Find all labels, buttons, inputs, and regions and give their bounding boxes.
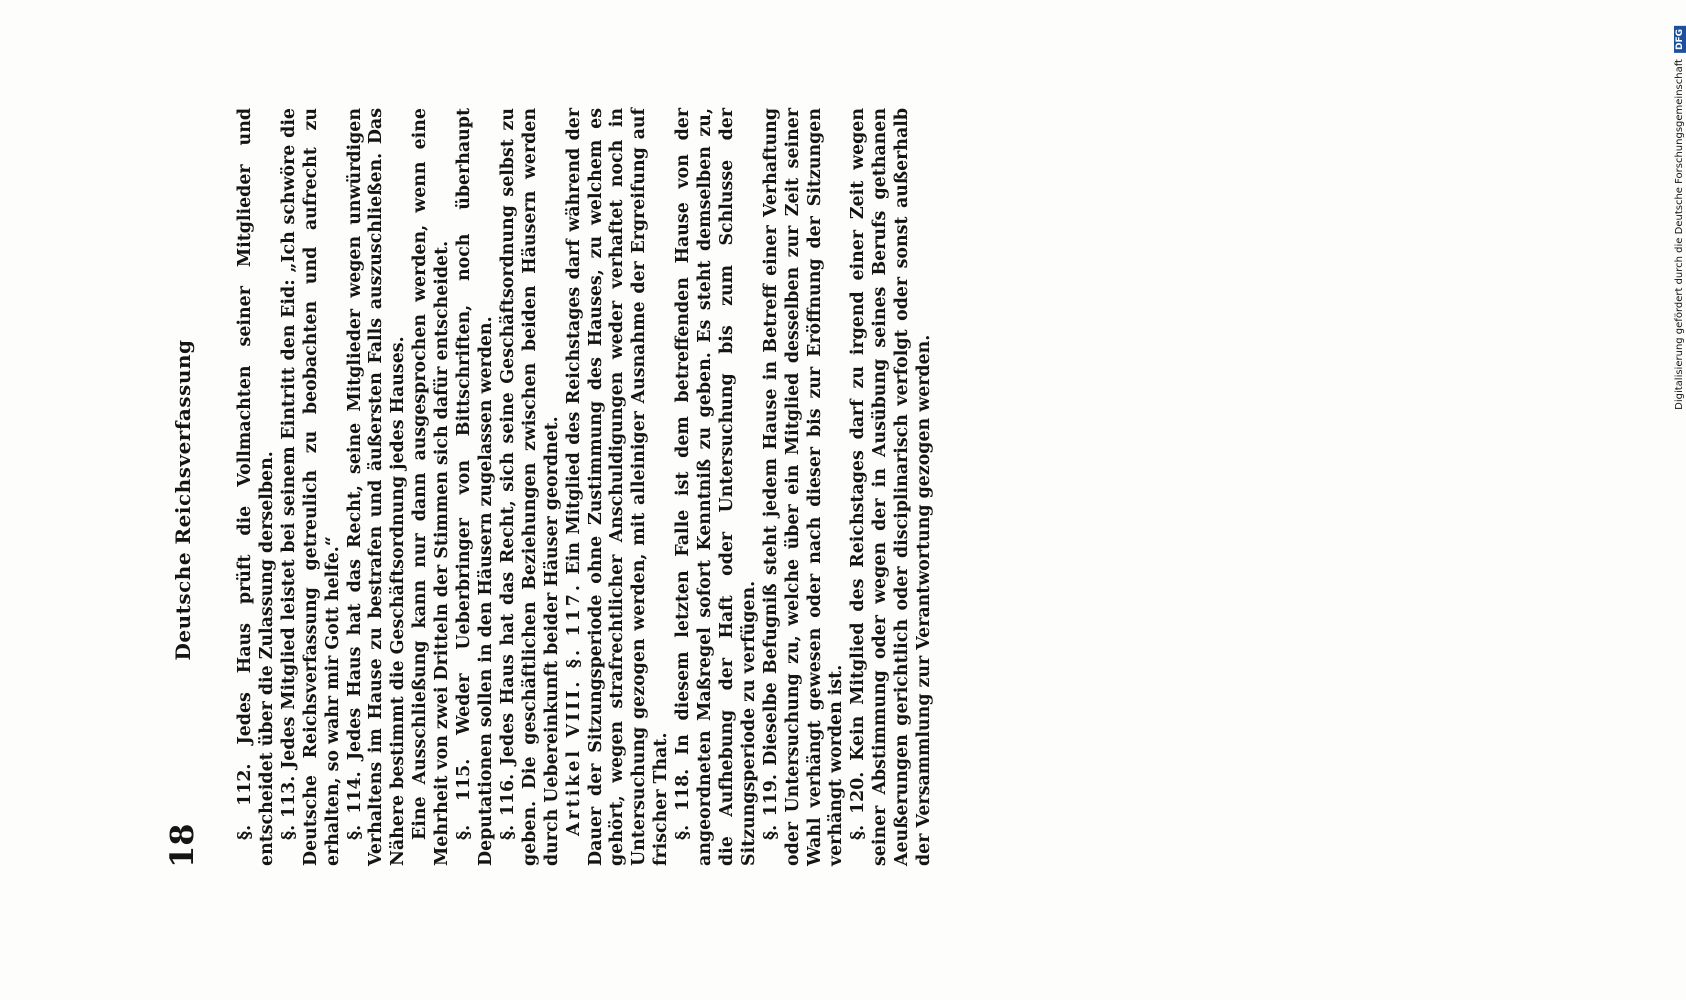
credit-text: Digitalisierung gefördert durch die Deutsche Forschungsgemeinschaft — [1674, 59, 1685, 410]
paragraph-114 — [345, 108, 411, 866]
digitization-credit — [1674, 20, 1686, 410]
paragraph-119 — [761, 108, 849, 866]
running-title: Deutsche Reichsverfassung — [171, 339, 195, 661]
paragraph-115 — [454, 108, 498, 866]
paragraph-number: §. 112. — [235, 763, 255, 840]
paragraph-number: §. 114. — [344, 771, 365, 840]
body-text — [235, 108, 936, 866]
paragraph-number: §. 118. — [673, 768, 694, 840]
paragraph-text: Jedes Haus prüft die Vollmachten seiner Mitglieder und entscheidet über die Zulassung derselben. — [235, 107, 277, 866]
paragraph-text: Jedes Haus hat das Recht, sich seine Geschäftsordnung selbst zu geben. Die geschäftlichen Beziehungen zwischen beiden Häusern werden durch Uebereinkunft beider Häuser geordnet. — [497, 108, 562, 866]
paragraph-number: §. 116. — [497, 773, 518, 840]
running-head — [163, 90, 201, 910]
paragraph-number: §. 115. — [454, 758, 475, 840]
paragraph-118 — [673, 108, 761, 866]
paragraph-112 — [235, 108, 279, 866]
paragraph-117 — [564, 108, 674, 866]
article-heading: Artikel VIII. §. 117. — [563, 582, 584, 836]
printed-page — [133, 90, 1553, 910]
paragraph-text: Jedes Mitglied leistet bei seinem Eintritt den Eid: „Ich schwöre die Deutsche Reichsverfassung getreulich zu beobachten und aufrecht zu erhalten, so wahr mir Gott helfe.“ — [278, 108, 343, 866]
paragraph-text: Kein Mitglied des Reichstages darf zu irgend einer Zeit wegen seiner Abstimmung oder wegen der in Ausübung seines Berufs gethanen Aeußerungen gerichtlich oder disciplinarisch verfolgt oder sonst außerhalb der Versammlung zur Verantwortung gezogen werden. — [848, 107, 935, 866]
paragraph-text: Jedes Haus hat das Recht, seine Mitglieder wegen unwürdigen Verhaltens im Hause zu bestrafen und äußersten Falls auszuschließen. Das Nähere bestimmt die Geschäftsordnung jedes Hauses. — [344, 108, 409, 866]
paragraph-number: §. 120. — [848, 771, 869, 840]
paragraph-113 — [279, 108, 345, 866]
paragraph-text: Ein Mitglied des Reichstages darf während der Dauer der Sitzungsperiode ohne Zustimmung des Hauses, zu welchem es gehört, wegen strafrechtlicher Anschuldigungen weder verhaftet noch in Untersuchung gezogen werden, mit alleiniger Ausnahme der Ergreifung auf frischer That. — [563, 108, 672, 866]
paragraph-120 — [848, 108, 936, 866]
paragraph-text: Weder Ueberbringer von Bittschriften, noch überhaupt Deputationen sollen in den Häusern zugelassen werden. — [454, 108, 496, 866]
paragraph-number: §. 119. — [760, 774, 781, 840]
dfg-logo: DFG — [1674, 26, 1686, 53]
paragraph-text: Eine Ausschließung kann nur dann ausgesprochen werden, wenn eine Mehrheit von zwei Dritteln der Stimmen sich dafür entscheidet. — [410, 108, 453, 866]
paragraph-114-cont — [410, 108, 454, 866]
page-number: 18 — [163, 823, 201, 868]
paragraph-text: Dieselbe Befugniß steht jedem Hause in Betreff einer Verhaftung oder Untersuchung zu, welche über ein Mitglied desselben zur Zeit seiner Wahl verhängt gewesen oder nach dieser bis zur Eröffnung der Sitzungen verhängt worden ist. — [760, 108, 847, 866]
paragraph-number: §. 113. — [278, 775, 299, 840]
paragraph-116 — [498, 108, 564, 866]
paragraph-text: In diesem letzten Falle ist dem betreffenden Hause von der angeordneten Maßregel sofort Kenntniß zu geben. Es steht demselben zu, die Aufhebung der Haft oder Untersuchung bis zum Schlusse der Sitzungsperiode zu verfügen. — [673, 108, 759, 866]
digitization-credit-bar — [1662, 0, 1686, 1000]
